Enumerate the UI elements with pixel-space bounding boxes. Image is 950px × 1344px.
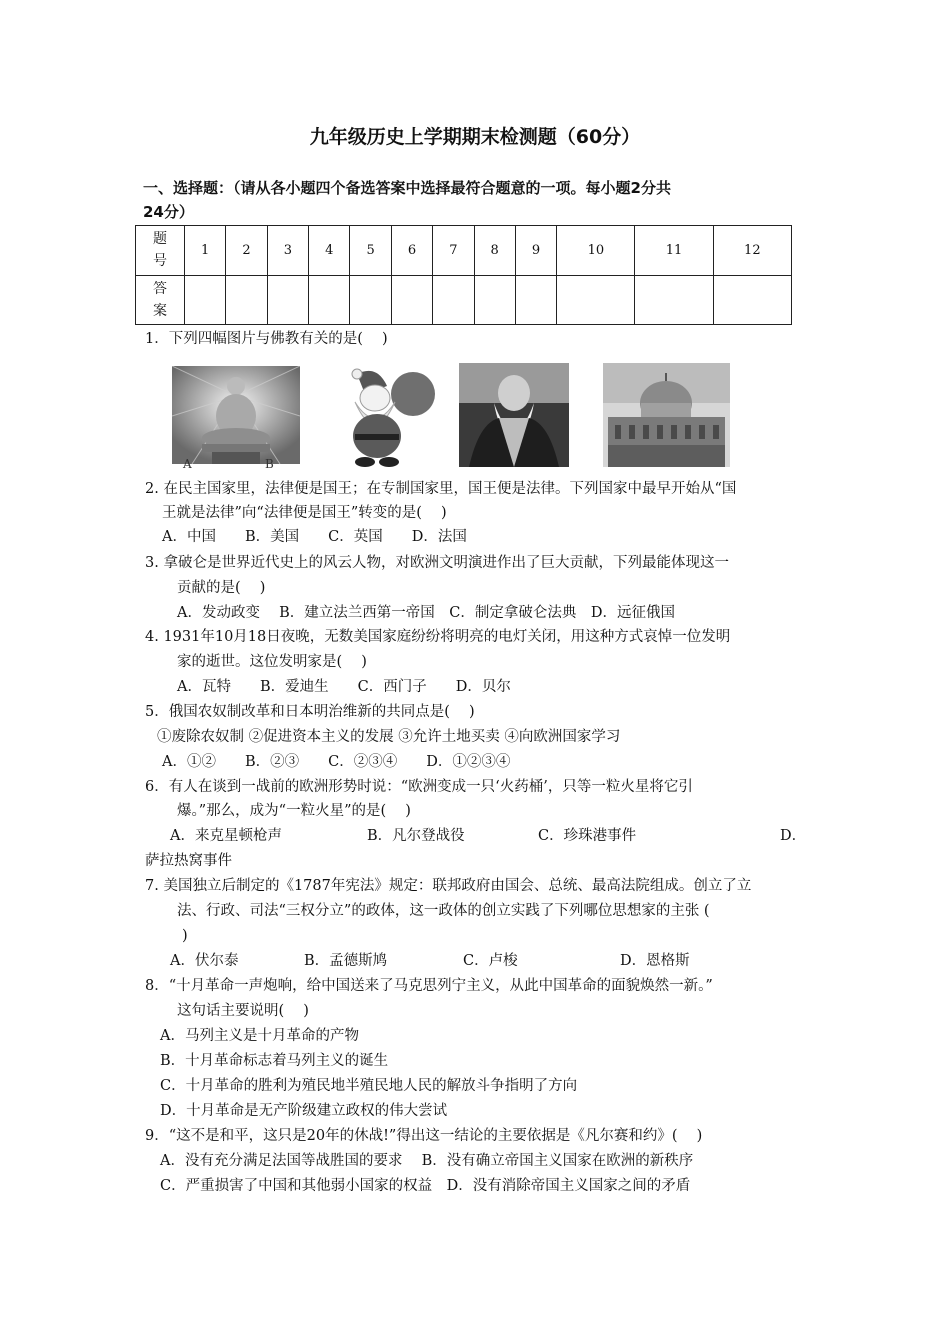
answer-table-answer-row bbox=[136, 275, 792, 325]
image-label-a: A bbox=[183, 457, 192, 471]
row-label-answer: 答 案 bbox=[136, 275, 185, 325]
q6-option-b: B．凡尔登战役 bbox=[367, 828, 465, 844]
q7-stem-line3: ) bbox=[182, 928, 188, 944]
answer-cell[interactable] bbox=[267, 275, 308, 325]
answer-cell[interactable] bbox=[391, 275, 432, 325]
q8-option-d: D．十月革命是无产阶级建立政权的伟大尝试 bbox=[160, 1103, 448, 1119]
image-label-b: B bbox=[265, 457, 274, 471]
q2-options: A．中国 B．美国 C．英国 D．法国 bbox=[162, 529, 467, 545]
question-number-cell: 2 bbox=[226, 226, 267, 276]
q5-stem-line1: 5．俄国农奴制改革和日本明治维新的共同点是( ) bbox=[145, 704, 475, 720]
section-heading-line1: 一、选择题：（请从各小题四个备选答案中选择最符合题意的一项。每小题2分共 bbox=[143, 179, 671, 197]
q7-option-b: B．孟德斯鸠 bbox=[304, 953, 388, 969]
q8-stem-line2: 这句话主要说明( ) bbox=[177, 1003, 309, 1019]
q9-options-cd: C．严重损害了中国和其他弱小国家的权益 D．没有消除帝国主义国家之间的矛盾 bbox=[160, 1178, 691, 1194]
section-heading-line2: 24分） bbox=[143, 203, 194, 221]
question-number-cell: 11 bbox=[635, 226, 713, 276]
answer-cell[interactable] bbox=[474, 275, 515, 325]
question-number-cell: 8 bbox=[474, 226, 515, 276]
q5-stem-line2: ①废除农奴制 ②促进资本主义的发展 ③允许土地买卖 ④向欧洲国家学习 bbox=[157, 729, 621, 745]
answer-cell[interactable] bbox=[226, 275, 267, 325]
answer-cell[interactable] bbox=[515, 275, 556, 325]
q1-stem: 1．下列四幅图片与佛教有关的是( ) bbox=[145, 331, 388, 347]
answer-table bbox=[135, 225, 792, 325]
q5-options: A．①② B．②③ C．②③④ D．①②③④ bbox=[162, 754, 511, 770]
answer-cell[interactable] bbox=[433, 275, 474, 325]
q2-stem-line1: 2. 在民主国家里，法律便是国王；在专制国家里，国王便是法律。下列国家中最早开始从“国 bbox=[145, 481, 737, 497]
q7-stem-line1: 7. 美国独立后制定的《1787年宪法》规定：联邦政府由国会、总统、最高法院组成。创立了立 bbox=[145, 878, 752, 894]
q7-option-c: C．卢梭 bbox=[463, 953, 518, 969]
q8-option-a: A．马列主义是十月革命的产物 bbox=[160, 1028, 359, 1044]
q3-stem-line2: 贡献的是( ) bbox=[177, 580, 266, 596]
question-number-cell: 7 bbox=[433, 226, 474, 276]
q9-options-ab: A．没有充分满足法国等战胜国的要求 B．没有确立帝国主义国家在欧洲的新秩序 bbox=[160, 1153, 694, 1169]
answer-table-number-row bbox=[136, 226, 792, 276]
q3-options: A．发动政变 B．建立法兰西第一帝国 C．制定拿破仑法典 D．远征俄国 bbox=[177, 605, 675, 621]
question-number-cell: 6 bbox=[391, 226, 432, 276]
answer-cell[interactable] bbox=[185, 275, 226, 325]
question-number-cell: 5 bbox=[350, 226, 391, 276]
answer-cell[interactable] bbox=[713, 275, 791, 325]
q8-option-b: B．十月革命标志着马列主义的诞生 bbox=[160, 1053, 389, 1069]
section-heading bbox=[143, 176, 815, 224]
question-number-cell: 4 bbox=[309, 226, 350, 276]
q6-option-c: C．珍珠港事件 bbox=[538, 828, 637, 844]
q2-stem-line2: 王就是法律”向“法律便是国王”转变的是( ) bbox=[162, 505, 447, 521]
dome-of-the-rock-image bbox=[603, 363, 730, 467]
answer-cell[interactable] bbox=[557, 275, 635, 325]
answer-cell[interactable] bbox=[635, 275, 713, 325]
q6-option-a: A．来克星顿枪声 bbox=[170, 828, 282, 844]
santa-claus-image bbox=[325, 364, 437, 468]
page-title: 九年级历史上学期期末检测题（60分） bbox=[309, 126, 641, 148]
question-number-cell: 3 bbox=[267, 226, 308, 276]
question-number-cell: 1 bbox=[185, 226, 226, 276]
q7-option-a: A．伏尔泰 bbox=[170, 953, 239, 969]
question-number-cell: 9 bbox=[515, 226, 556, 276]
q8-stem-line1: 8．“十月革命一声炮响，给中国送来了马克思列宁主义，从此中国革命的面貌焕然一新。” bbox=[145, 978, 713, 994]
answer-cell[interactable] bbox=[309, 275, 350, 325]
q6-stem-line2: 爆。”那么，成为“一粒火星”的是( ) bbox=[177, 803, 411, 819]
answer-cell[interactable] bbox=[350, 275, 391, 325]
q4-stem-line2: 家的逝世。这位发明家是( ) bbox=[177, 654, 367, 670]
q9-stem: 9．“这不是和平，这只是20年的休战!”得出这一结论的主要依据是《凡尔赛和约》( ) bbox=[145, 1128, 703, 1144]
q6-stem-line1: 6．有人在谈到一战前的欧洲形势时说：“欧洲变成一只‘火药桶’，只等一粒火星将它引 bbox=[145, 779, 693, 795]
question-number-cell: 10 bbox=[557, 226, 635, 276]
q6-option-d-prefix: D． bbox=[780, 828, 807, 844]
q8-option-c: C．十月革命的胜利为殖民地半殖民地人民的解放斗争指明了方向 bbox=[160, 1078, 578, 1094]
q7-stem-line2: 法、行政、司法“三权分立”的政体，这一政体的创立实践了下列哪位思想家的主张 ( bbox=[177, 903, 710, 919]
confucius-portrait-image bbox=[459, 363, 569, 467]
row-label-number: 题 号 bbox=[136, 226, 185, 276]
q6-option-d-text: 萨拉热窝事件 bbox=[145, 853, 232, 869]
q7-option-d: D．恩格斯 bbox=[620, 953, 690, 969]
buddha-statue-image bbox=[172, 366, 300, 464]
q4-stem-line1: 4. 1931年10月18日夜晚，无数美国家庭纷纷将明亮的电灯关闭，用这种方式哀悼一位发明 bbox=[145, 629, 731, 645]
question-number-cell: 12 bbox=[713, 226, 791, 276]
q3-stem-line1: 3. 拿破仑是世界近代史上的风云人物，对欧洲文明演进作出了巨大贡献，下列最能体现这一 bbox=[145, 555, 729, 571]
q4-options: A．瓦特 B．爱迪生 C．西门子 D．贝尔 bbox=[177, 679, 511, 695]
